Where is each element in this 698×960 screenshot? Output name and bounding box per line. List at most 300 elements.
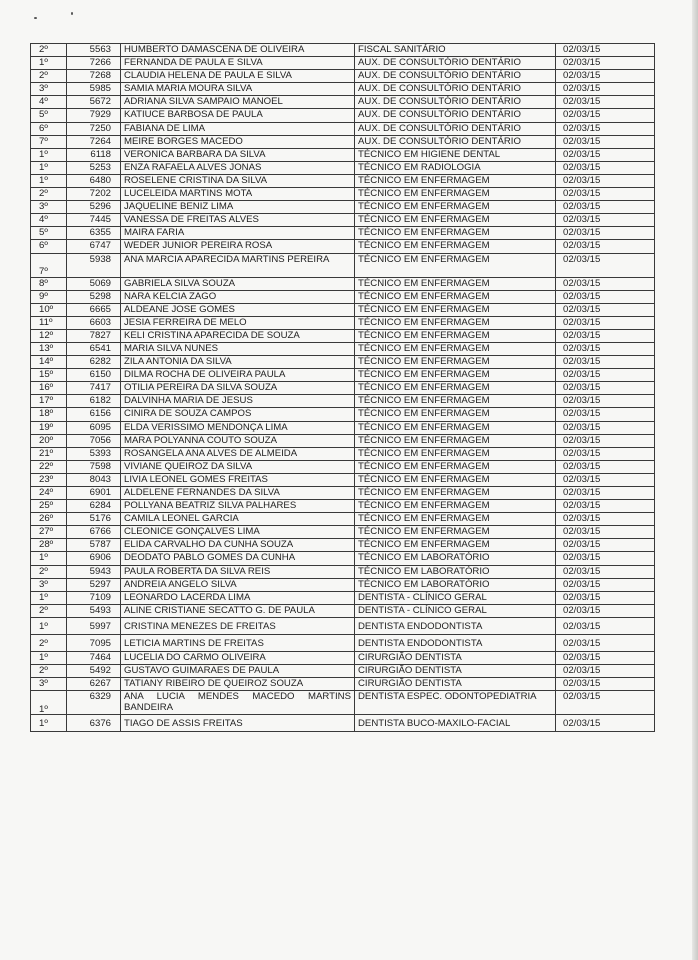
results-table-body xyxy=(31,44,655,732)
table-row xyxy=(31,651,655,664)
position-cell: 12º xyxy=(31,329,67,342)
code-cell: 7266 xyxy=(67,57,121,70)
code-cell: 7268 xyxy=(67,70,121,83)
name-cell: WEDER JUNIOR PEREIRA ROSA xyxy=(121,240,355,253)
name-cell: SAMIA MARIA MOURA SILVA xyxy=(121,83,355,96)
role-cell: TÉCNICO EM ENFERMAGEM xyxy=(355,356,556,369)
position-cell: 4º xyxy=(31,214,67,227)
table-row xyxy=(31,188,655,201)
scan-speck xyxy=(34,17,37,19)
code-cell: 6665 xyxy=(67,303,121,316)
date-cell: 02/03/15 xyxy=(556,240,655,253)
date-cell: 02/03/15 xyxy=(556,651,655,664)
position-cell: 2º xyxy=(31,634,67,651)
role-cell: TÉCNICO EM ENFERMAGEM xyxy=(355,513,556,526)
role-cell: TÉCNICO EM ENFERMAGEM xyxy=(355,447,556,460)
role-cell: AUX. DE CONSULTÓRIO DENTÁRIO xyxy=(355,70,556,83)
role-cell: TÉCNICO EM ENFERMAGEM xyxy=(355,382,556,395)
code-cell: 6267 xyxy=(67,678,121,691)
code-cell: 5493 xyxy=(67,604,121,617)
name-cell: DILMA ROCHA DE OLIVEIRA PAULA xyxy=(121,369,355,382)
position-cell: 1º xyxy=(31,715,67,732)
position-cell: 5º xyxy=(31,109,67,122)
role-cell: TÉCNICO EM ENFERMAGEM xyxy=(355,303,556,316)
code-cell: 6329 xyxy=(67,691,121,715)
name-cell: TATIANY RIBEIRO DE QUEIROZ SOUZA xyxy=(121,678,355,691)
code-cell: 7417 xyxy=(67,382,121,395)
date-cell: 02/03/15 xyxy=(556,434,655,447)
role-cell: DENTISTA ENDODONTISTA xyxy=(355,634,556,651)
role-cell: TÉCNICO EM ENFERMAGEM xyxy=(355,201,556,214)
date-cell: 02/03/15 xyxy=(556,552,655,565)
code-cell: 8043 xyxy=(67,473,121,486)
date-cell: 02/03/15 xyxy=(556,122,655,135)
date-cell: 02/03/15 xyxy=(556,316,655,329)
name-cell: CLEONICE GONÇALVES LIMA xyxy=(121,526,355,539)
code-cell: 7202 xyxy=(67,188,121,201)
position-cell: 14º xyxy=(31,356,67,369)
name-cell: ALINE CRISTIANE SECATTO G. DE PAULA xyxy=(121,604,355,617)
table-row xyxy=(31,201,655,214)
position-cell: 2º xyxy=(31,44,67,57)
role-cell: TÉCNICO EM ENFERMAGEM xyxy=(355,395,556,408)
date-cell: 02/03/15 xyxy=(556,109,655,122)
date-cell: 02/03/15 xyxy=(556,253,655,277)
code-cell: 5296 xyxy=(67,201,121,214)
table-row xyxy=(31,487,655,500)
role-cell: TÉCNICO EM ENFERMAGEM xyxy=(355,214,556,227)
name-cell: FABIANA DE LIMA xyxy=(121,122,355,135)
table-row xyxy=(31,526,655,539)
role-cell: TÉCNICO EM ENFERMAGEM xyxy=(355,240,556,253)
name-cell: OTILIA PEREIRA DA SILVA SOUZA xyxy=(121,382,355,395)
code-cell: 6906 xyxy=(67,552,121,565)
date-cell: 02/03/15 xyxy=(556,303,655,316)
table-row xyxy=(31,665,655,678)
code-cell: 6766 xyxy=(67,526,121,539)
role-cell: AUX. DE CONSULTÓRIO DENTÁRIO xyxy=(355,122,556,135)
position-cell: 10º xyxy=(31,303,67,316)
role-cell: TÉCNICO EM ENFERMAGEM xyxy=(355,316,556,329)
role-cell: TÉCNICO EM ENFERMAGEM xyxy=(355,290,556,303)
table-row xyxy=(31,604,655,617)
table-row xyxy=(31,70,655,83)
table-row xyxy=(31,96,655,109)
role-cell: DENTISTA ENDODONTISTA xyxy=(355,617,556,634)
role-cell: TÉCNICO EM ENFERMAGEM xyxy=(355,253,556,277)
table-row xyxy=(31,83,655,96)
role-cell: DENTISTA ESPEC. ODONTOPEDIATRIA xyxy=(355,691,556,715)
position-cell: 24º xyxy=(31,487,67,500)
name-cell: ANA MARCIA APARECIDA MARTINS PEREIRA xyxy=(121,253,355,277)
position-cell: 1º xyxy=(31,148,67,161)
date-cell: 02/03/15 xyxy=(556,188,655,201)
position-cell: 2º xyxy=(31,70,67,83)
role-cell: CIRURGIÃO DENTISTA xyxy=(355,651,556,664)
role-cell: TÉCNICO EM ENFERMAGEM xyxy=(355,500,556,513)
date-cell: 02/03/15 xyxy=(556,395,655,408)
role-cell: AUX. DE CONSULTÓRIO DENTÁRIO xyxy=(355,96,556,109)
position-cell: 2º xyxy=(31,604,67,617)
role-cell: TÉCNICO EM ENFERMAGEM xyxy=(355,526,556,539)
table-row xyxy=(31,214,655,227)
date-cell: 02/03/15 xyxy=(556,382,655,395)
date-cell: 02/03/15 xyxy=(556,487,655,500)
date-cell: 02/03/15 xyxy=(556,161,655,174)
position-cell: 1º xyxy=(31,161,67,174)
position-cell: 9º xyxy=(31,290,67,303)
table-row xyxy=(31,552,655,565)
name-cell: LIVIA LEONEL GOMES FREITAS xyxy=(121,473,355,486)
table-row xyxy=(31,421,655,434)
date-cell: 02/03/15 xyxy=(556,70,655,83)
position-cell: 20º xyxy=(31,434,67,447)
name-cell: GUSTAVO GUIMARAES DE PAULA xyxy=(121,665,355,678)
role-cell: TÉCNICO EM RADIOLOGIA xyxy=(355,161,556,174)
table-row xyxy=(31,678,655,691)
table-row xyxy=(31,316,655,329)
date-cell: 02/03/15 xyxy=(556,174,655,187)
role-cell: DENTISTA BUCO-MAXILO-FACIAL xyxy=(355,715,556,732)
date-cell: 02/03/15 xyxy=(556,591,655,604)
code-cell: 6284 xyxy=(67,500,121,513)
position-cell: 28º xyxy=(31,539,67,552)
role-cell: DENTISTA - CLÍNICO GERAL xyxy=(355,604,556,617)
date-cell: 02/03/15 xyxy=(556,214,655,227)
position-cell: 1º xyxy=(31,57,67,70)
position-cell: 3º xyxy=(31,578,67,591)
table-row xyxy=(31,617,655,634)
name-cell: ROSANGELA ANA ALVES DE ALMEIDA xyxy=(121,447,355,460)
code-cell: 5492 xyxy=(67,665,121,678)
role-cell: TÉCNICO EM ENFERMAGEM xyxy=(355,188,556,201)
position-cell: 2º xyxy=(31,188,67,201)
role-cell: TÉCNICO EM ENFERMAGEM xyxy=(355,421,556,434)
code-cell: 5393 xyxy=(67,447,121,460)
table-row xyxy=(31,408,655,421)
code-cell: 5938 xyxy=(67,253,121,277)
code-cell: 6603 xyxy=(67,316,121,329)
position-cell: 1º xyxy=(31,691,67,715)
code-cell: 6282 xyxy=(67,356,121,369)
name-cell: JAQUELINE BENIZ LIMA xyxy=(121,201,355,214)
role-cell: TÉCNICO EM ENFERMAGEM xyxy=(355,460,556,473)
table-row xyxy=(31,715,655,732)
code-cell: 6355 xyxy=(67,227,121,240)
name-cell: ALDEANE JOSE GOMES xyxy=(121,303,355,316)
name-cell: NARA KELCIA ZAGO xyxy=(121,290,355,303)
position-cell: 2º xyxy=(31,665,67,678)
date-cell: 02/03/15 xyxy=(556,617,655,634)
name-cell: ROSELENE CRISTINA DA SILVA xyxy=(121,174,355,187)
code-cell: 5069 xyxy=(67,277,121,290)
code-cell: 6480 xyxy=(67,174,121,187)
position-cell: 17º xyxy=(31,395,67,408)
position-cell: 11º xyxy=(31,316,67,329)
code-cell: 6095 xyxy=(67,421,121,434)
date-cell: 02/03/15 xyxy=(556,96,655,109)
name-cell: DEODATO PABLO GOMES DA CUNHA xyxy=(121,552,355,565)
name-cell: ZILA ANTONIA DA SILVA xyxy=(121,356,355,369)
position-cell: 22º xyxy=(31,460,67,473)
code-cell: 6901 xyxy=(67,487,121,500)
role-cell: TÉCNICO EM ENFERMAGEM xyxy=(355,174,556,187)
name-cell: GABRIELA SILVA SOUZA xyxy=(121,277,355,290)
position-cell: 1º xyxy=(31,617,67,634)
code-cell: 6118 xyxy=(67,148,121,161)
name-cell: LETICIA MARTINS DE FREITAS xyxy=(121,634,355,651)
position-cell: 26º xyxy=(31,513,67,526)
name-cell: CAMILA LEONEL GARCIA xyxy=(121,513,355,526)
table-row xyxy=(31,382,655,395)
code-cell: 5943 xyxy=(67,565,121,578)
code-cell: 6747 xyxy=(67,240,121,253)
code-cell: 7056 xyxy=(67,434,121,447)
role-cell: TÉCNICO EM ENFERMAGEM xyxy=(355,227,556,240)
position-cell: 5º xyxy=(31,227,67,240)
code-cell: 7250 xyxy=(67,122,121,135)
name-cell: MARIA SILVA NUNES xyxy=(121,342,355,355)
table-row xyxy=(31,277,655,290)
role-cell: TÉCNICO EM ENFERMAGEM xyxy=(355,277,556,290)
code-cell: 7598 xyxy=(67,460,121,473)
name-cell: MARA POLYANNA COUTO SOUZA xyxy=(121,434,355,447)
position-cell: 15º xyxy=(31,369,67,382)
date-cell: 02/03/15 xyxy=(556,539,655,552)
code-cell: 5297 xyxy=(67,578,121,591)
role-cell: TÉCNICO EM LABORATÓRIO xyxy=(355,552,556,565)
code-cell: 7464 xyxy=(67,651,121,664)
role-cell: AUX. DE CONSULTÓRIO DENTÁRIO xyxy=(355,83,556,96)
date-cell: 02/03/15 xyxy=(556,473,655,486)
role-cell: TÉCNICO EM ENFERMAGEM xyxy=(355,329,556,342)
code-cell: 5997 xyxy=(67,617,121,634)
role-cell: TÉCNICO EM LABORATÓRIO xyxy=(355,565,556,578)
position-cell: 7º xyxy=(31,253,67,277)
table-row xyxy=(31,447,655,460)
role-cell: CIRURGIÃO DENTISTA xyxy=(355,678,556,691)
table-row xyxy=(31,369,655,382)
date-cell: 02/03/15 xyxy=(556,290,655,303)
date-cell: 02/03/15 xyxy=(556,578,655,591)
name-cell: LEONARDO LACERDA LIMA xyxy=(121,591,355,604)
name-cell: CINIRA DE SOUZA CAMPOS xyxy=(121,408,355,421)
position-cell: 4º xyxy=(31,96,67,109)
code-cell: 5563 xyxy=(67,44,121,57)
name-cell: ALDELENE FERNANDES DA SILVA xyxy=(121,487,355,500)
name-cell: ANDREIA ANGELO SILVA xyxy=(121,578,355,591)
date-cell: 02/03/15 xyxy=(556,277,655,290)
date-cell: 02/03/15 xyxy=(556,526,655,539)
role-cell: FISCAL SANITÁRIO xyxy=(355,44,556,57)
date-cell: 02/03/15 xyxy=(556,604,655,617)
page-edge xyxy=(692,0,698,960)
position-cell: 3º xyxy=(31,83,67,96)
position-cell: 16º xyxy=(31,382,67,395)
name-cell: TIAGO DE ASSIS FREITAS xyxy=(121,715,355,732)
table-row xyxy=(31,109,655,122)
role-cell: AUX. DE CONSULTÓRIO DENTÁRIO xyxy=(355,135,556,148)
position-cell: 1º xyxy=(31,651,67,664)
code-cell: 7929 xyxy=(67,109,121,122)
position-cell: 6º xyxy=(31,240,67,253)
name-cell: FERNANDA DE PAULA E SILVA xyxy=(121,57,355,70)
name-cell: PAULA ROBERTA DA SILVA REIS xyxy=(121,565,355,578)
table-row xyxy=(31,290,655,303)
code-cell: 6541 xyxy=(67,342,121,355)
code-cell: 7264 xyxy=(67,135,121,148)
date-cell: 02/03/15 xyxy=(556,513,655,526)
name-cell: LUCELEIDA MARTINS MOTA xyxy=(121,188,355,201)
date-cell: 02/03/15 xyxy=(556,421,655,434)
table-row xyxy=(31,513,655,526)
table-row xyxy=(31,57,655,70)
date-cell: 02/03/15 xyxy=(556,634,655,651)
table-row xyxy=(31,500,655,513)
table-row xyxy=(31,591,655,604)
table-row xyxy=(31,342,655,355)
name-cell: MAIRA FARIA xyxy=(121,227,355,240)
role-cell: TÉCNICO EM HIGIENE DENTAL xyxy=(355,148,556,161)
table-row xyxy=(31,565,655,578)
date-cell: 02/03/15 xyxy=(556,460,655,473)
results-table xyxy=(30,43,655,732)
date-cell: 02/03/15 xyxy=(556,678,655,691)
code-cell: 6182 xyxy=(67,395,121,408)
date-cell: 02/03/15 xyxy=(556,665,655,678)
date-cell: 02/03/15 xyxy=(556,44,655,57)
table-row xyxy=(31,395,655,408)
code-cell: 6150 xyxy=(67,369,121,382)
code-cell: 5253 xyxy=(67,161,121,174)
code-cell: 5787 xyxy=(67,539,121,552)
date-cell: 02/03/15 xyxy=(556,342,655,355)
date-cell: 02/03/15 xyxy=(556,329,655,342)
position-cell: 1º xyxy=(31,591,67,604)
role-cell: TÉCNICO EM ENFERMAGEM xyxy=(355,342,556,355)
role-cell: TÉCNICO EM ENFERMAGEM xyxy=(355,408,556,421)
table-row xyxy=(31,539,655,552)
name-cell: CRISTINA MENEZES DE FREITAS xyxy=(121,617,355,634)
date-cell: 02/03/15 xyxy=(556,715,655,732)
name-cell: KELI CRISTINA APARECIDA DE SOUZA xyxy=(121,329,355,342)
name-cell: JESIA FERREIRA DE MELO xyxy=(121,316,355,329)
role-cell: CIRURGIÃO DENTISTA xyxy=(355,665,556,678)
code-cell: 5176 xyxy=(67,513,121,526)
date-cell: 02/03/15 xyxy=(556,201,655,214)
code-cell: 6376 xyxy=(67,715,121,732)
name-cell: POLLYANA BEATRIZ SILVA PALHARES xyxy=(121,500,355,513)
table-row xyxy=(31,122,655,135)
position-cell: 1º xyxy=(31,552,67,565)
role-cell: TÉCNICO EM ENFERMAGEM xyxy=(355,434,556,447)
code-cell: 5985 xyxy=(67,83,121,96)
name-cell: ELIDA CARVALHO DA CUNHA SOUZA xyxy=(121,539,355,552)
date-cell: 02/03/15 xyxy=(556,369,655,382)
table-row xyxy=(31,473,655,486)
name-cell: DALVINHA MARIA DE JESUS xyxy=(121,395,355,408)
position-cell: 8º xyxy=(31,277,67,290)
date-cell: 02/03/15 xyxy=(556,356,655,369)
table-row xyxy=(31,44,655,57)
name-cell: ENZA RAFAELA ALVES JONAS xyxy=(121,161,355,174)
name-cell: ADRIANA SILVA SAMPAIO MANOEL xyxy=(121,96,355,109)
role-cell: TÉCNICO EM ENFERMAGEM xyxy=(355,539,556,552)
position-cell: 25º xyxy=(31,500,67,513)
position-cell: 7º xyxy=(31,135,67,148)
table-row xyxy=(31,253,655,277)
name-cell: HUMBERTO DAMASCENA DE OLIVEIRA xyxy=(121,44,355,57)
code-cell: 5298 xyxy=(67,290,121,303)
table-row xyxy=(31,227,655,240)
name-cell: VERONICA BARBARA DA SILVA xyxy=(121,148,355,161)
code-cell: 5672 xyxy=(67,96,121,109)
position-cell: 3º xyxy=(31,201,67,214)
table-row xyxy=(31,578,655,591)
name-cell: KATIUCE BARBOSA DE PAULA xyxy=(121,109,355,122)
date-cell: 02/03/15 xyxy=(556,447,655,460)
role-cell: AUX. DE CONSULTÓRIO DENTÁRIO xyxy=(355,57,556,70)
code-cell: 7109 xyxy=(67,591,121,604)
role-cell: TÉCNICO EM ENFERMAGEM xyxy=(355,487,556,500)
code-cell: 7827 xyxy=(67,329,121,342)
code-cell: 7095 xyxy=(67,634,121,651)
position-cell: 13º xyxy=(31,342,67,355)
role-cell: TÉCNICO EM ENFERMAGEM xyxy=(355,473,556,486)
table-row xyxy=(31,161,655,174)
position-cell: 23º xyxy=(31,473,67,486)
table-row xyxy=(31,303,655,316)
date-cell: 02/03/15 xyxy=(556,227,655,240)
date-cell: 02/03/15 xyxy=(556,148,655,161)
name-cell: VANESSA DE FREITAS ALVES xyxy=(121,214,355,227)
position-cell: 21º xyxy=(31,447,67,460)
date-cell: 02/03/15 xyxy=(556,408,655,421)
name-cell: VIVIANE QUEIROZ DA SILVA xyxy=(121,460,355,473)
role-cell: AUX. DE CONSULTÓRIO DENTÁRIO xyxy=(355,109,556,122)
position-cell: 27º xyxy=(31,526,67,539)
code-cell: 6156 xyxy=(67,408,121,421)
table-row xyxy=(31,634,655,651)
date-cell: 02/03/15 xyxy=(556,691,655,715)
date-cell: 02/03/15 xyxy=(556,83,655,96)
position-cell: 6º xyxy=(31,122,67,135)
position-cell: 3º xyxy=(31,678,67,691)
position-cell: 2º xyxy=(31,565,67,578)
table-row xyxy=(31,434,655,447)
date-cell: 02/03/15 xyxy=(556,57,655,70)
table-row xyxy=(31,691,655,715)
date-cell: 02/03/15 xyxy=(556,565,655,578)
table-row xyxy=(31,174,655,187)
date-cell: 02/03/15 xyxy=(556,135,655,148)
name-cell: CLAUDIA HELENA DE PAULA E SILVA xyxy=(121,70,355,83)
table-row xyxy=(31,135,655,148)
name-cell: ANA LUCIA MENDES MACEDO MARTINS BANDEIRA xyxy=(121,691,355,715)
table-row xyxy=(31,148,655,161)
name-cell: ELDA VERISSIMO MENDONÇA LIMA xyxy=(121,421,355,434)
table-row xyxy=(31,329,655,342)
role-cell: TÉCNICO EM LABORATÓRIO xyxy=(355,578,556,591)
name-cell: MEIRE BORGES MACEDO xyxy=(121,135,355,148)
scan-speck xyxy=(71,12,73,15)
name-cell: LUCELIA DO CARMO OLIVEIRA xyxy=(121,651,355,664)
table-row xyxy=(31,240,655,253)
date-cell: 02/03/15 xyxy=(556,500,655,513)
position-cell: 1º xyxy=(31,174,67,187)
position-cell: 18º xyxy=(31,408,67,421)
table-row xyxy=(31,460,655,473)
